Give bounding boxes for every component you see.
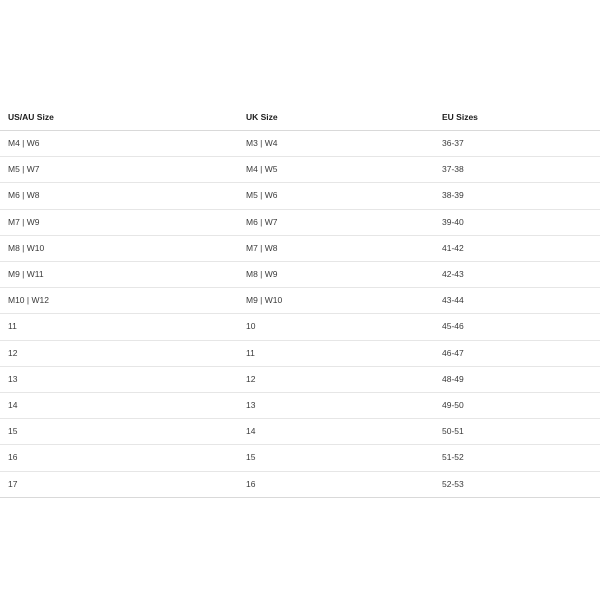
table-row bbox=[0, 393, 600, 419]
table-row bbox=[0, 471, 600, 497]
cell-eu-sizes: 37-38 bbox=[442, 157, 600, 183]
table-row bbox=[0, 235, 600, 261]
table-row bbox=[0, 419, 600, 445]
cell-uk-size: 16 bbox=[244, 471, 442, 497]
table-row bbox=[0, 183, 600, 209]
cell-uk-size: 15 bbox=[244, 445, 442, 471]
cell-us-au-size: M5 | W7 bbox=[0, 157, 244, 183]
cell-uk-size: 10 bbox=[244, 314, 442, 340]
cell-eu-sizes: 46-47 bbox=[442, 340, 600, 366]
table-header-row bbox=[0, 104, 600, 131]
cell-us-au-size: M4 | W6 bbox=[0, 131, 244, 157]
size-chart-table bbox=[0, 104, 600, 498]
cell-eu-sizes: 36-37 bbox=[442, 131, 600, 157]
cell-uk-size: M8 | W9 bbox=[244, 262, 442, 288]
cell-eu-sizes: 38-39 bbox=[442, 183, 600, 209]
cell-eu-sizes: 39-40 bbox=[442, 209, 600, 235]
table-row bbox=[0, 288, 600, 314]
size-chart-table-wrap bbox=[0, 104, 600, 498]
cell-us-au-size: M6 | W8 bbox=[0, 183, 244, 209]
cell-eu-sizes: 43-44 bbox=[442, 288, 600, 314]
table-row bbox=[0, 340, 600, 366]
cell-uk-size: 12 bbox=[244, 366, 442, 392]
column-header-uk-size: UK Size bbox=[244, 104, 442, 131]
table-body bbox=[0, 131, 600, 498]
cell-us-au-size: M9 | W11 bbox=[0, 262, 244, 288]
cell-us-au-size: 12 bbox=[0, 340, 244, 366]
column-header-eu-sizes: EU Sizes bbox=[442, 104, 600, 131]
cell-uk-size: M3 | W4 bbox=[244, 131, 442, 157]
cell-eu-sizes: 42-43 bbox=[442, 262, 600, 288]
cell-eu-sizes: 50-51 bbox=[442, 419, 600, 445]
cell-eu-sizes: 52-53 bbox=[442, 471, 600, 497]
cell-us-au-size: M7 | W9 bbox=[0, 209, 244, 235]
cell-us-au-size: 13 bbox=[0, 366, 244, 392]
cell-us-au-size: 16 bbox=[0, 445, 244, 471]
cell-uk-size: M4 | W5 bbox=[244, 157, 442, 183]
cell-us-au-size: 11 bbox=[0, 314, 244, 340]
cell-uk-size: 11 bbox=[244, 340, 442, 366]
table-header bbox=[0, 104, 600, 131]
table-row bbox=[0, 157, 600, 183]
cell-us-au-size: 15 bbox=[0, 419, 244, 445]
cell-eu-sizes: 41-42 bbox=[442, 235, 600, 261]
table-row bbox=[0, 314, 600, 340]
cell-eu-sizes: 49-50 bbox=[442, 393, 600, 419]
cell-eu-sizes: 48-49 bbox=[442, 366, 600, 392]
table-row bbox=[0, 366, 600, 392]
column-header-us-au-size: US/AU Size bbox=[0, 104, 244, 131]
table-row bbox=[0, 445, 600, 471]
cell-uk-size: M5 | W6 bbox=[244, 183, 442, 209]
cell-us-au-size: M10 | W12 bbox=[0, 288, 244, 314]
table-row bbox=[0, 262, 600, 288]
cell-us-au-size: M8 | W10 bbox=[0, 235, 244, 261]
cell-uk-size: 14 bbox=[244, 419, 442, 445]
cell-uk-size: M7 | W8 bbox=[244, 235, 442, 261]
cell-uk-size: M6 | W7 bbox=[244, 209, 442, 235]
cell-eu-sizes: 51-52 bbox=[442, 445, 600, 471]
cell-uk-size: 13 bbox=[244, 393, 442, 419]
table-row bbox=[0, 131, 600, 157]
cell-us-au-size: 14 bbox=[0, 393, 244, 419]
table-row bbox=[0, 209, 600, 235]
cell-uk-size: M9 | W10 bbox=[244, 288, 442, 314]
cell-eu-sizes: 45-46 bbox=[442, 314, 600, 340]
cell-us-au-size: 17 bbox=[0, 471, 244, 497]
